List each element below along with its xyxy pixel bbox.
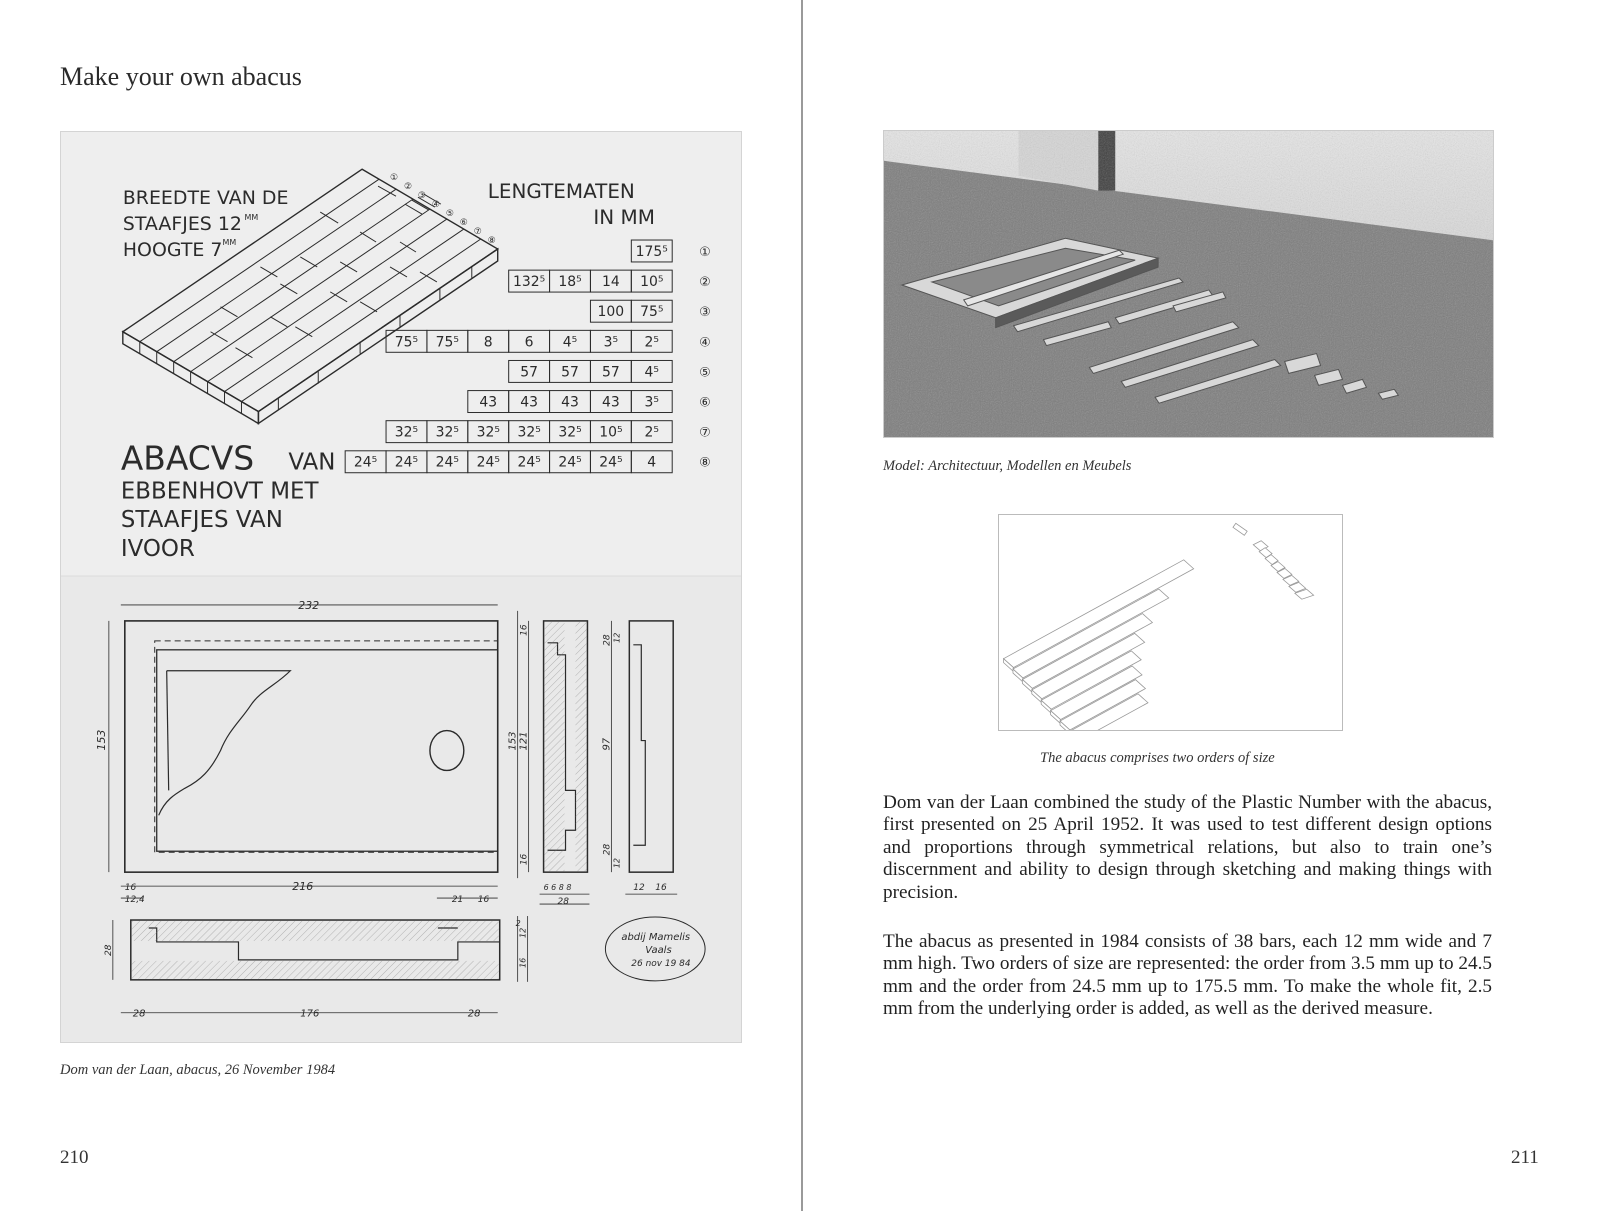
length-cell-value: 4 [647,454,657,471]
dim-216: 216 [292,880,314,894]
length-cell-value: 24⁵ [476,454,500,471]
abacus-model-photo [883,130,1494,438]
dim-long-left-28: 28 [103,944,114,956]
length-cell-value: 100 [597,304,625,321]
page-title: Make your own abacus [60,62,302,91]
length-cell-value: 24⁵ [353,454,378,471]
dim-12-4: 12,4 [124,895,145,906]
diagonal-marker: ⑤ [445,209,454,220]
diagonal-marker: ② [403,182,413,193]
diagonal-marker: ① [390,173,399,184]
row-marker: ⑥ [699,395,711,411]
length-cell-value: 6 [524,334,534,351]
section-hatch [132,921,499,941]
dim-16: 16 [124,883,137,894]
section-hatch [132,961,499,979]
dim-side-12b: 12 [612,858,622,869]
photo-caption: Model: Architectuur, Modellen en Meubels [883,458,1132,474]
length-cell-value: 4⁵ [644,364,659,381]
row-marker: ⑤ [699,365,711,381]
length-cell-value: 3⁵ [644,394,659,411]
dim-232: 232 [298,598,320,612]
dim-long-176: 176 [300,1008,320,1020]
length-cell-value: 10⁵ [599,424,623,441]
length-cell-value: 24⁵ [394,454,419,471]
dim-long-28a: 28 [132,1008,146,1020]
length-cell-value: 57 [561,364,579,381]
row-marker: ⑧ [699,455,711,471]
length-cell-value: 43 [602,394,620,411]
heading-bars-line: STAAFJES 12 [122,213,242,236]
dim-side-153: 153 [507,731,519,751]
length-cell-value: 75⁵ [394,334,419,351]
length-cell-value: 32⁵ [394,424,419,441]
length-cell-value: 14 [602,274,620,291]
dim-16b: 16 [477,895,490,906]
length-cell-value: 24⁵ [435,454,460,471]
length-cell-value: 75⁵ [640,304,664,321]
length-cell-value: 175⁵ [635,243,668,260]
row-marker: ⑦ [699,425,711,441]
heading-height-line: HOOGTE 7 [122,238,223,261]
length-cell-value: 57 [520,364,538,381]
section-hatch [545,622,565,871]
dim-153: 153 [94,729,108,751]
diagonal-marker: ⑧ [487,236,496,247]
dim-side-28b: 28 [602,843,613,856]
dim-side-16b: 16 [519,853,530,866]
two-orders-diagram [998,514,1343,731]
length-cell-value: 4⁵ [562,334,578,351]
row-marker: ④ [699,335,711,351]
section-hatch [575,622,586,871]
dim-section-12: 12 [633,883,645,894]
label-ivoor: IVOOR [120,536,195,563]
unit-mm: MM [222,238,237,248]
abacus-technical-drawing [60,131,742,1043]
length-cell-value: 75⁵ [435,334,460,351]
dim-6-6-8-8: 6 6 8 8 [543,883,572,893]
length-cell-value: 24⁵ [599,454,623,471]
dim-side-16a: 16 [519,624,530,636]
label-abacvs: ABACVS [120,438,255,478]
diagonal-marker: ③ [417,191,426,202]
label-ebbenhovt: EBBENHOVT MET [120,478,319,505]
length-cell-value: 3⁵ [603,334,619,351]
row-marker: ② [699,275,711,291]
length-cell-value: 32⁵ [558,424,582,441]
unit-mm: MM [244,213,259,223]
dim-side-97: 97 [601,737,613,751]
dim-long-right-2: 2 [515,919,521,929]
drawing-caption: Dom van der Laan, abacus, 26 November 1984 [60,1062,336,1078]
length-cell-value: 43 [520,394,538,411]
body-paragraph-1: Dom van der Laan combined the study of the Plastic Number with the abacus, first presented on 25 April 1952. It was used to test different design options and proportions through symmetrical relations, but also to train one’s discernment and ability to design through sketching and making things with precision. [883,792,1492,903]
length-cell-value: 57 [602,364,620,381]
row-marker: ③ [699,305,711,321]
dim-long-28b: 28 [467,1008,481,1020]
length-cell-value: 8 [483,334,493,351]
dim-side-28a: 28 [602,634,613,646]
page-number-right: 211 [1511,1147,1539,1168]
length-cell-value: 32⁵ [517,424,541,441]
length-cell-value: 2⁵ [644,334,659,351]
heading-lengths: LENGTEMATEN [487,179,635,204]
length-cell-value: 43 [561,394,579,411]
signature-line-2: Vaals [645,944,672,956]
length-cell-value: 18⁵ [558,274,582,291]
dim-side-12a: 12 [612,632,622,643]
diagram-caption: The abacus comprises two orders of size [1040,750,1275,766]
length-cell-value: 24⁵ [558,454,582,471]
single-small-bar [1233,523,1247,535]
dim-21: 21 [451,895,464,906]
heading-in-mm: IN MM [593,205,655,230]
length-cell-value: 32⁵ [476,424,500,441]
length-cell-value: 43 [479,394,498,411]
dim-long-right-12: 12 [518,927,528,938]
heading-width-line: BREEDTE VAN DE [122,187,289,210]
length-cell-value: 2⁵ [644,424,659,441]
length-cell-value: 32⁵ [435,424,460,441]
row-marker: ① [699,244,711,260]
dim-section-28: 28 [557,897,569,908]
body-paragraph-2: The abacus as presented in 1984 consists of 38 bars, each 12 mm wide and 7 mm high. Two orders of size are represented: the order from 3.5 mm up to 24.5 mm and the order from 24.5 mm up to 175.5 mm. To make the whole fit, 2.5 mm from the underlying order is added, as well as the derived measure. [883,931,1492,1020]
diagonal-marker: ⑥ [459,218,468,229]
length-cell-value: 24⁵ [517,454,541,471]
page-number-left: 210 [60,1147,89,1168]
dim-long-right-16: 16 [518,957,528,968]
diagonal-marker: ④ [431,200,440,211]
diagonal-marker: ⑦ [473,227,482,238]
label-staafjes: STAAFJES VAN [120,507,283,534]
length-row-8 [345,451,711,473]
signature-line-1: abdij Mamelis [621,931,691,943]
signature-line-3: 26 nov 19 84 [631,958,691,969]
length-cell-value: 132⁵ [513,274,546,291]
length-cell-value: 10⁵ [640,274,664,291]
book-spine [801,0,803,1211]
dim-section-16: 16 [655,883,667,894]
dim-side-121: 121 [518,731,530,751]
label-van: VAN [288,449,336,476]
